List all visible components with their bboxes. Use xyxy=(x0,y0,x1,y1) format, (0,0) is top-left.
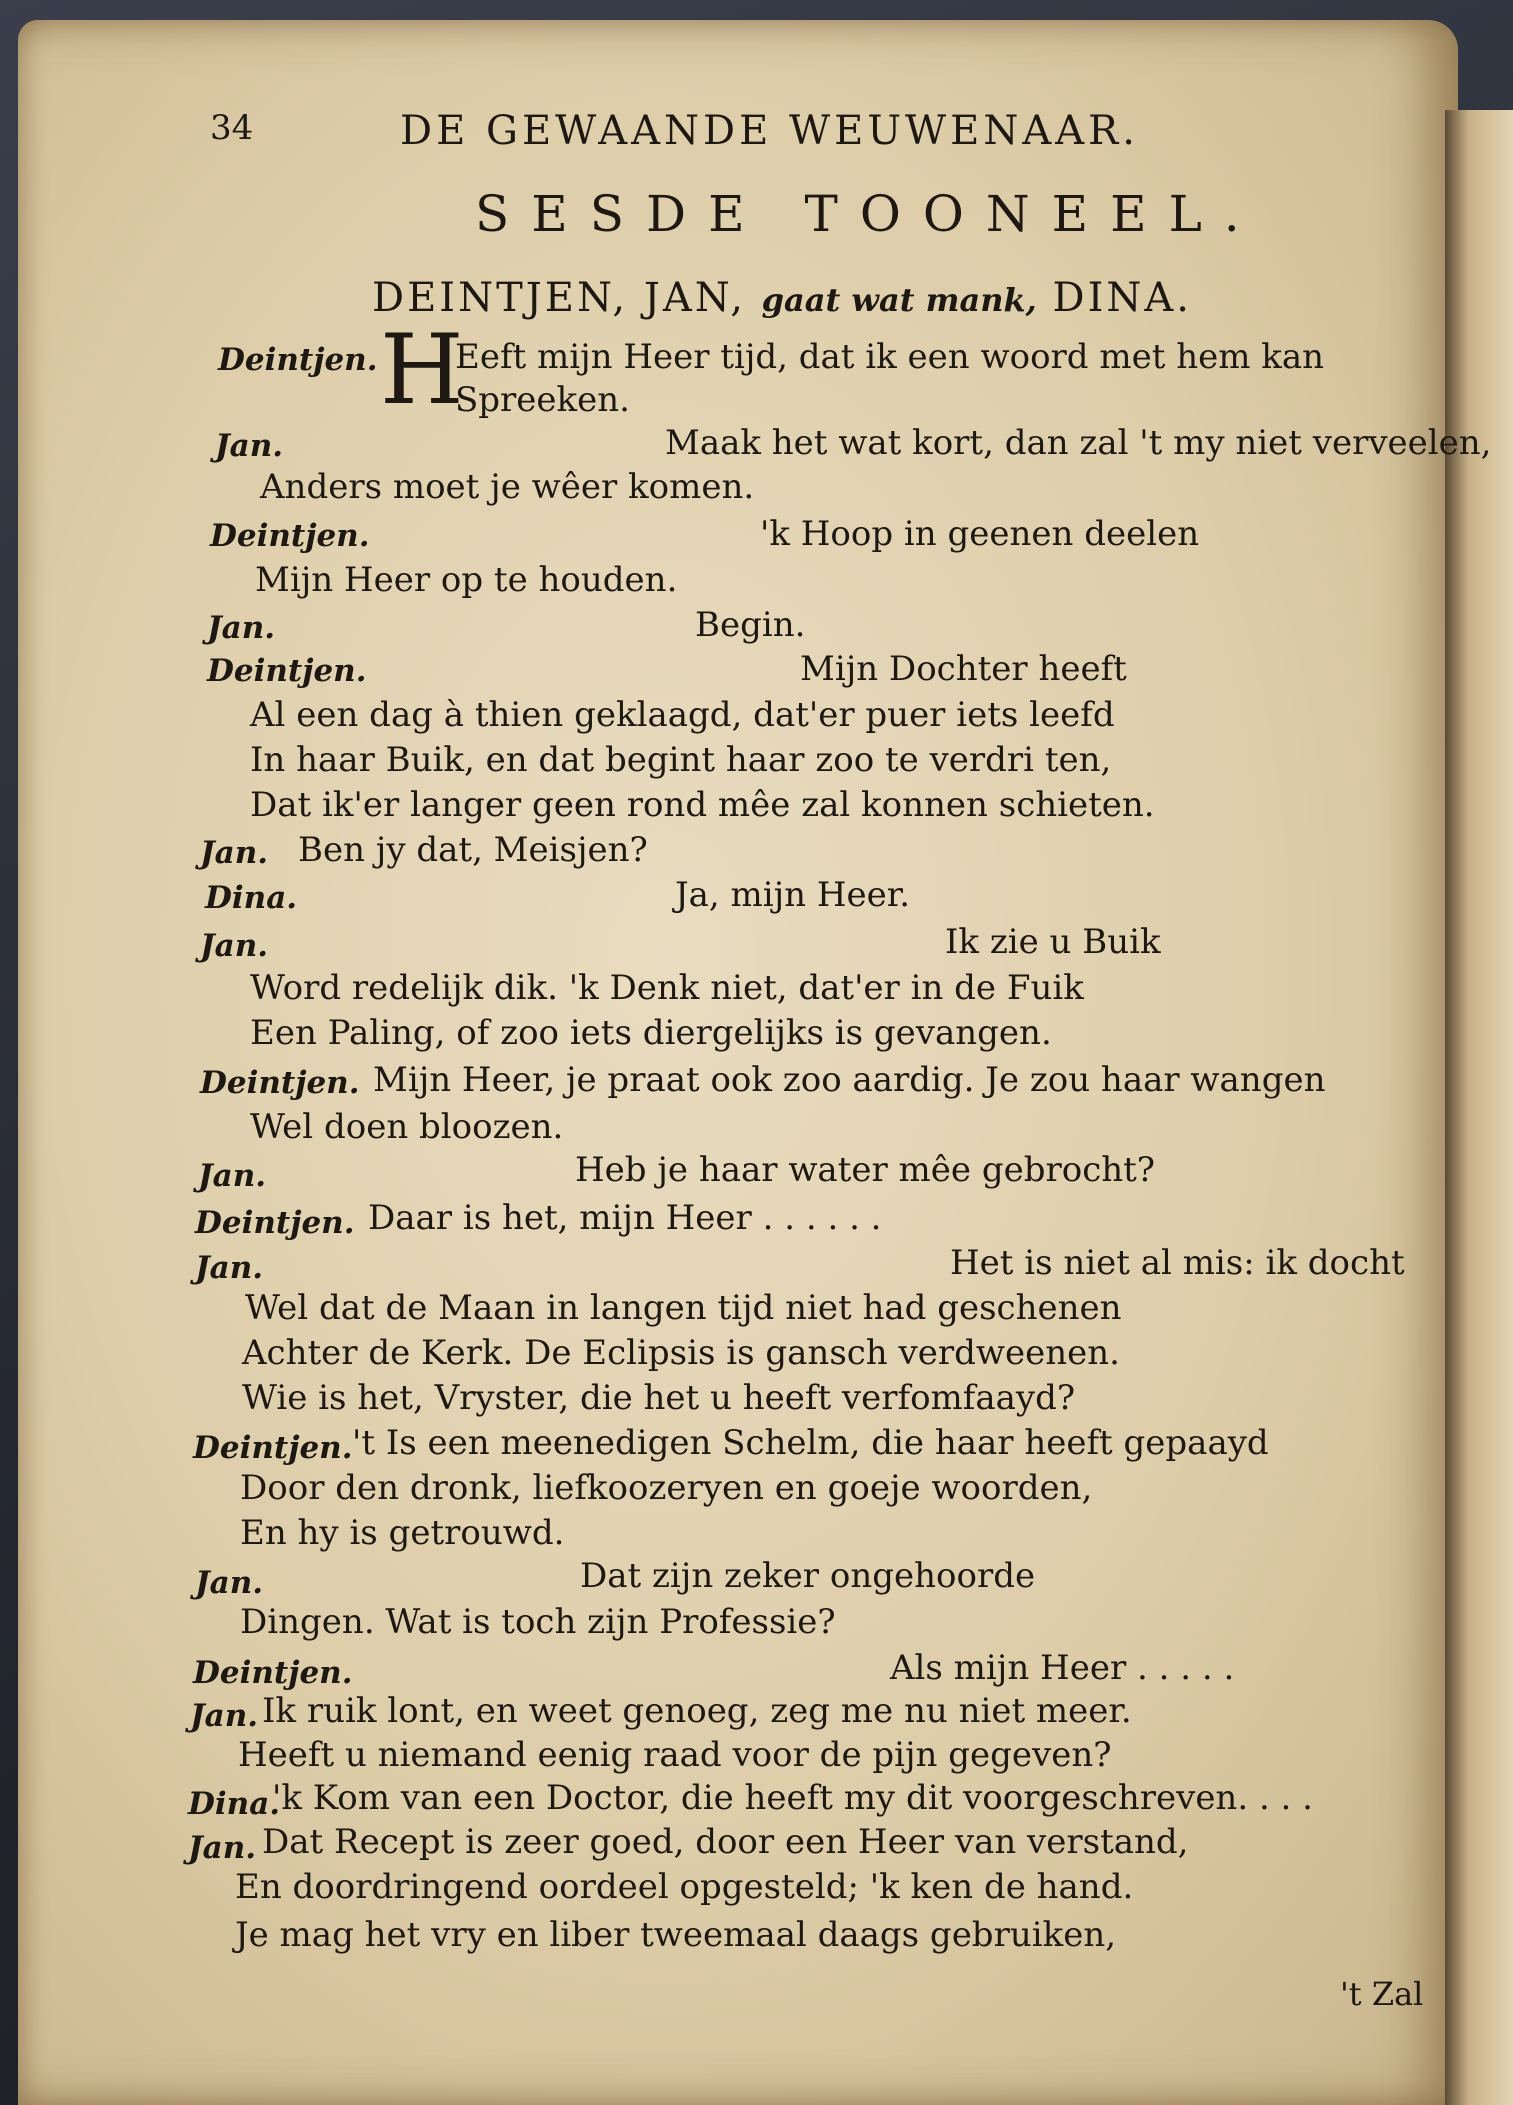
speaker-label: Jan. xyxy=(190,1698,259,1734)
verse-line: Wel doen bloozen. xyxy=(250,1107,564,1147)
catchword: 't Zal xyxy=(1340,1975,1424,2013)
verse-line: Eeft mijn Heer tijd, dat ik een woord met hem kan xyxy=(455,337,1325,377)
verse-line: Mijn Heer op te houden. xyxy=(255,560,678,600)
speaker-label: Jan. xyxy=(200,928,269,964)
verse-line: Het is niet al mis: ik docht xyxy=(950,1243,1405,1283)
speaker-label: Jan. xyxy=(195,1565,264,1601)
verse-line: Ik ruik lont, en weet genoeg, zeg me nu niet meer. xyxy=(262,1691,1132,1731)
verse-line: Dat Recept is zeer goed, door een Heer van verstand, xyxy=(262,1822,1189,1862)
speaker-label: Deintjen. xyxy=(200,1065,360,1101)
verse-line: Heb je haar water mêe gebrocht? xyxy=(575,1150,1156,1190)
verse-line: Door den dronk, liefkoozeryen en goeje woorden, xyxy=(240,1468,1093,1508)
speaker-label: Deintjen. xyxy=(195,1205,355,1241)
speaker-label: Jan. xyxy=(207,610,276,646)
verse-line: En doordringend oordeel opgesteld; 'k ken de hand. xyxy=(235,1867,1134,1907)
verse-line: In haar Buik, en dat begint haar zoo te verdri ten, xyxy=(250,740,1112,780)
verse-line: Dat zijn zeker ongehoorde xyxy=(580,1556,1036,1596)
speaker-label: Jan. xyxy=(195,1250,264,1286)
verse-line: Dat ik'er langer geen rond mêe zal konnen schieten. xyxy=(250,785,1155,825)
speaker-label: Jan. xyxy=(200,835,269,871)
speaker-label: Jan. xyxy=(188,1830,257,1866)
verse-line: Al een dag à thien geklaagd, dat'er puer iets leefd xyxy=(250,695,1115,735)
drop-cap: H xyxy=(380,314,464,426)
speaker-label: Jan. xyxy=(215,428,284,464)
verse-line: Begin. xyxy=(695,605,806,645)
verse-line: Dingen. Wat is toch zijn Professie? xyxy=(240,1602,836,1642)
verse-line: Je mag het vry en liber tweemaal daags gebruiken, xyxy=(235,1915,1117,1955)
verse-line: 'k Kom van een Doctor, die heeft my dit voorgeschreven. . . . xyxy=(272,1778,1313,1818)
verse-line: Mijn Heer, je praat ook zoo aardig. Je zou haar wangen xyxy=(373,1060,1326,1100)
character-names-2: DINA. xyxy=(1052,275,1192,321)
verse-line: Anders moet je wêer komen. xyxy=(260,467,755,507)
character-list xyxy=(372,275,1192,321)
speaker-label: Dina. xyxy=(205,880,298,916)
verse-line: Als mijn Heer . . . . . xyxy=(890,1648,1235,1688)
running-head: DE GEWAANDE WEUWENAAR. xyxy=(400,108,1139,154)
verse-line: Een Paling, of zoo iets diergelijks is gevangen. xyxy=(250,1013,1052,1053)
stage-direction: gaat wat mank, xyxy=(761,281,1037,319)
verse-line: 't Is een meenedigen Schelm, die haar heeft gepaayd xyxy=(352,1423,1269,1463)
verse-line: Spreeken. xyxy=(455,380,630,420)
verse-line: Achter de Kerk. De Eclipsis is gansch verdweenen. xyxy=(242,1333,1120,1373)
speaker-label: Deintjen. xyxy=(218,342,378,378)
speaker-label: Deintjen. xyxy=(193,1430,353,1466)
page-number: 34 xyxy=(210,108,254,148)
verse-line: Daar is het, mijn Heer . . . . . . xyxy=(368,1198,882,1238)
scene-title: SESDE TOONEEL. xyxy=(475,185,1262,243)
speaker-label: Deintjen. xyxy=(210,518,370,554)
verse-line: Mijn Dochter heeft xyxy=(800,649,1127,689)
verse-line: Wie is het, Vryster, die het u heeft verfomfaayd? xyxy=(242,1378,1076,1418)
verse-line: Wel dat de Maan in langen tijd niet had geschenen xyxy=(245,1288,1122,1328)
verse-line: En hy is getrouwd. xyxy=(240,1513,565,1553)
speaker-label: Deintjen. xyxy=(193,1655,353,1691)
verse-line: Heeft u niemand eenig raad voor de pijn gegeven? xyxy=(238,1735,1112,1775)
verse-line: 'k Hoop in geenen deelen xyxy=(760,514,1200,554)
speaker-label: Dina. xyxy=(188,1786,281,1822)
verse-line: Ja, mijn Heer. xyxy=(675,875,911,915)
verse-line: Ik zie u Buik xyxy=(945,922,1161,962)
verse-line: Word redelijk dik. 'k Denk niet, dat'er in de Fuik xyxy=(250,968,1084,1008)
verse-line: Ben jy dat, Meisjen? xyxy=(298,830,648,870)
speaker-label: Jan. xyxy=(198,1158,267,1194)
speaker-label: Deintjen. xyxy=(207,653,367,689)
character-names: DEINTJEN, JAN, xyxy=(372,275,746,321)
verse-line: Maak het wat kort, dan zal 't my niet verveelen, xyxy=(665,423,1492,463)
